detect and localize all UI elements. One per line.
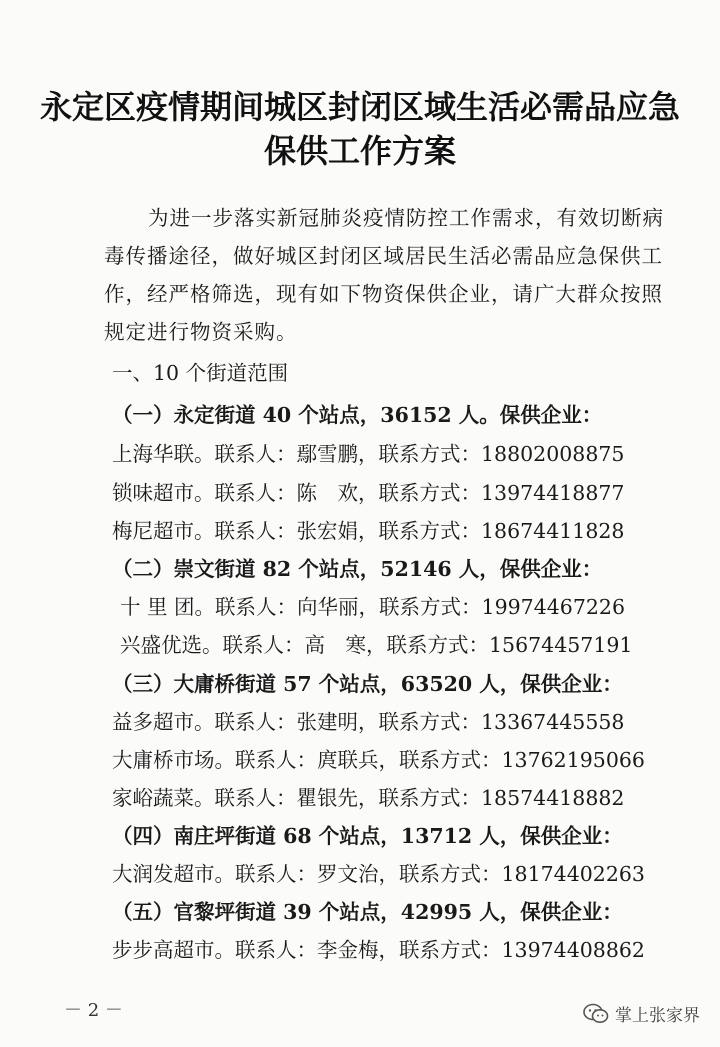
subsection-heading-3: （三）大庸桥街道 57 个站点，63520 人，保供企业： <box>112 672 623 696</box>
wechat-icon <box>583 1003 609 1025</box>
subsection-heading-2: （二）崇文街道 82 个站点，52146 人，保供企业： <box>112 557 603 581</box>
document-title-line-1: 永定区疫情期间城区封闭区域生活必需品应急 <box>39 88 680 126</box>
subsection-heading-4: （四）南庄坪街道 68 个站点，13712 人，保供企业： <box>112 824 623 848</box>
subsection-heading-5: （五）官黎坪街道 39 个站点，42995 人，保供企业： <box>112 900 623 924</box>
supplier-entry: 兴盛优选。联系人：高 寒，联系方式：15674457191 <box>120 633 633 657</box>
watermark-text: 掌上张家界 <box>615 1006 700 1026</box>
page-number: － 2 － <box>64 1000 123 1021</box>
supplier-entry: 家峪蔬菜。联系人：瞿银先，联系方式：18574418882 <box>112 786 625 810</box>
supplier-entry: 梅尼超市。联系人：张宏娟，联系方式：18674411828 <box>112 519 625 543</box>
subsection-heading-1: （一）永定街道 40 个站点，36152 人。保供企业： <box>112 403 603 427</box>
supplier-entry: 步步高超市。联系人：李金梅，联系方式：13974408862 <box>112 938 645 962</box>
supplier-entry: 大润发超市。联系人：罗文治，联系方式：18174402263 <box>112 862 645 886</box>
supplier-entry: 十 里 团。联系人：向华丽，联系方式：19974467226 <box>120 595 626 619</box>
supplier-entry: 大庸桥市场。联系人：庹联兵，联系方式：13762195066 <box>112 748 645 772</box>
supplier-entry: 上海华联。联系人：鄢雪鹏，联系方式：18802008875 <box>112 442 625 466</box>
intro-paragraph: 为进一步落实新冠肺炎疫情防控工作需求，有效切断病毒传播途径，做好城区封闭区域居民生活必需品应急保供工作，经严格筛选，现有如下物资保供企业，请广大群众按照规定进行物资采购。 <box>104 206 664 344</box>
section-heading-1: 一、10 个街道范围 <box>112 361 289 385</box>
watermark <box>583 1001 700 1026</box>
document-title-line-2: 保供工作方案 <box>263 132 456 170</box>
supplier-entry: 益多超市。联系人：张建明，联系方式：13367445558 <box>112 710 625 734</box>
supplier-entry: 锁味超市。联系人：陈 欢，联系方式：13974418877 <box>112 481 625 505</box>
